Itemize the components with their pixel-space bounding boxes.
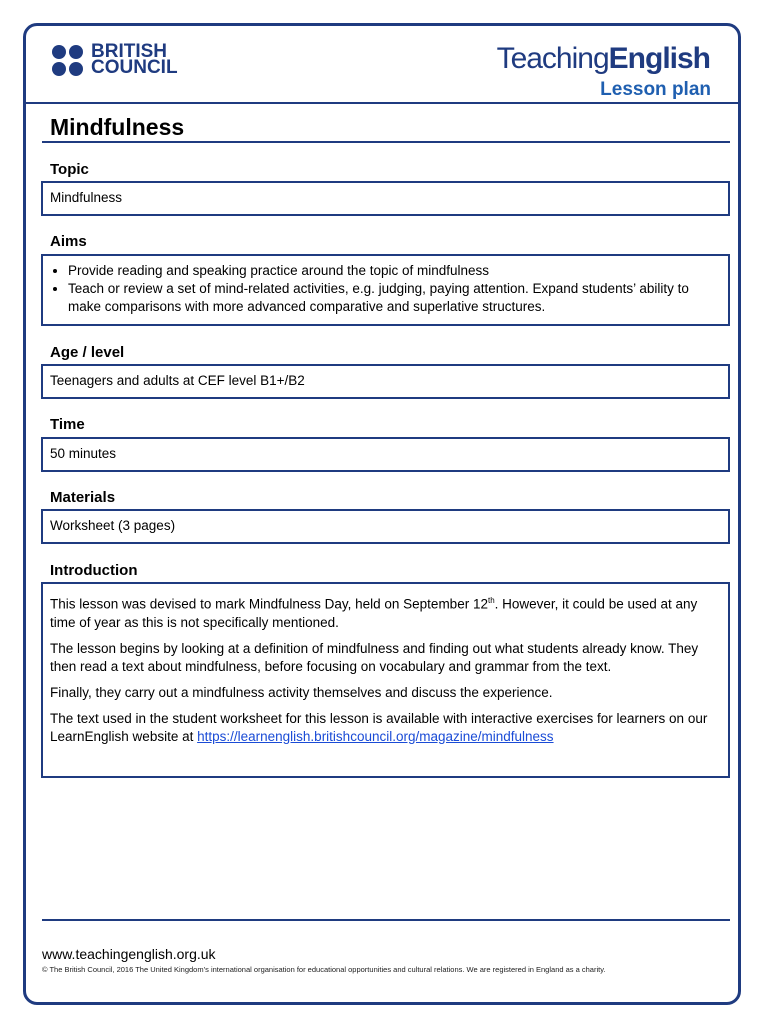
footer-copyright: © The British Council, 2016 The United Kingdom’s international organisation for educational opportunities and cultural relations. We are registered in England as a charity. — [42, 965, 606, 974]
footer-divider — [42, 919, 730, 921]
teaching-english-title — [497, 42, 710, 76]
aims-box — [41, 254, 730, 326]
materials-box — [41, 509, 730, 544]
brand-line-2: COUNCIL — [91, 57, 178, 78]
title-divider — [42, 141, 730, 143]
british-council-logo — [52, 41, 178, 78]
introduction-label: Introduction — [50, 562, 138, 579]
topic-text: Mindfulness — [50, 190, 123, 205]
intro-paragraph-2: The lesson begins by looking at a definition of mindfulness and finding out what students already know. They then read a text about mindfulness, before focusing on vocabulary and grammar from the text. — [50, 640, 699, 674]
time-label: Time — [50, 416, 85, 433]
aims-label: Aims — [50, 233, 87, 250]
materials-text: Worksheet (3 pages) — [50, 518, 176, 533]
aim-item: • Provide reading and speaking practice around the topic of mindfulness — [68, 262, 721, 280]
aims-list — [50, 262, 721, 316]
topic-label: Topic — [50, 161, 89, 178]
site-title-light: Teaching — [496, 42, 609, 75]
introduction-box — [41, 582, 730, 778]
age-text: Teenagers and adults at CEF level B1+/B2 — [50, 373, 305, 388]
intro-paragraph-4: The text used in the student worksheet for this lesson is available with interactive exercises for learners on our LearnEnglish website at https://learnenglish.britishcouncil.org/magazine/mindfulness — [50, 710, 708, 744]
aim-item: • Teach or review a set of mind-related activities, e.g. judging, paying attention. Expand students’ ability to make comparisons with more advanced comparative and superlative structures. — [68, 280, 721, 316]
footer-website-link[interactable]: www.teachingenglish.org.uk — [42, 946, 216, 962]
intro-paragraph-3: Finally, they carry out a mindfulness activity themselves and discuss the experience. — [50, 684, 553, 700]
site-title-bold: English — [608, 42, 710, 75]
page-title: Mindfulness — [50, 114, 185, 140]
materials-label: Materials — [50, 489, 116, 506]
topic-box — [41, 181, 730, 216]
lesson-plan-subtitle: Lesson plan — [600, 79, 711, 100]
age-label: Age / level — [50, 344, 125, 361]
logo-dots-icon — [52, 45, 83, 76]
time-box — [41, 437, 730, 472]
brand-line-1: BRITISH — [91, 41, 167, 62]
age-box — [41, 364, 730, 399]
header-divider — [23, 102, 741, 104]
learnenglish-link[interactable]: https://learnenglish.britishcouncil.org/magazine/mindfulness — [197, 728, 554, 744]
intro-paragraph-1: This lesson was devised to mark Mindfulness Day, held on September 12th. However, it could be used at any time of year as this is not specifically mentioned. — [50, 596, 698, 630]
time-text: 50 minutes — [50, 446, 117, 461]
